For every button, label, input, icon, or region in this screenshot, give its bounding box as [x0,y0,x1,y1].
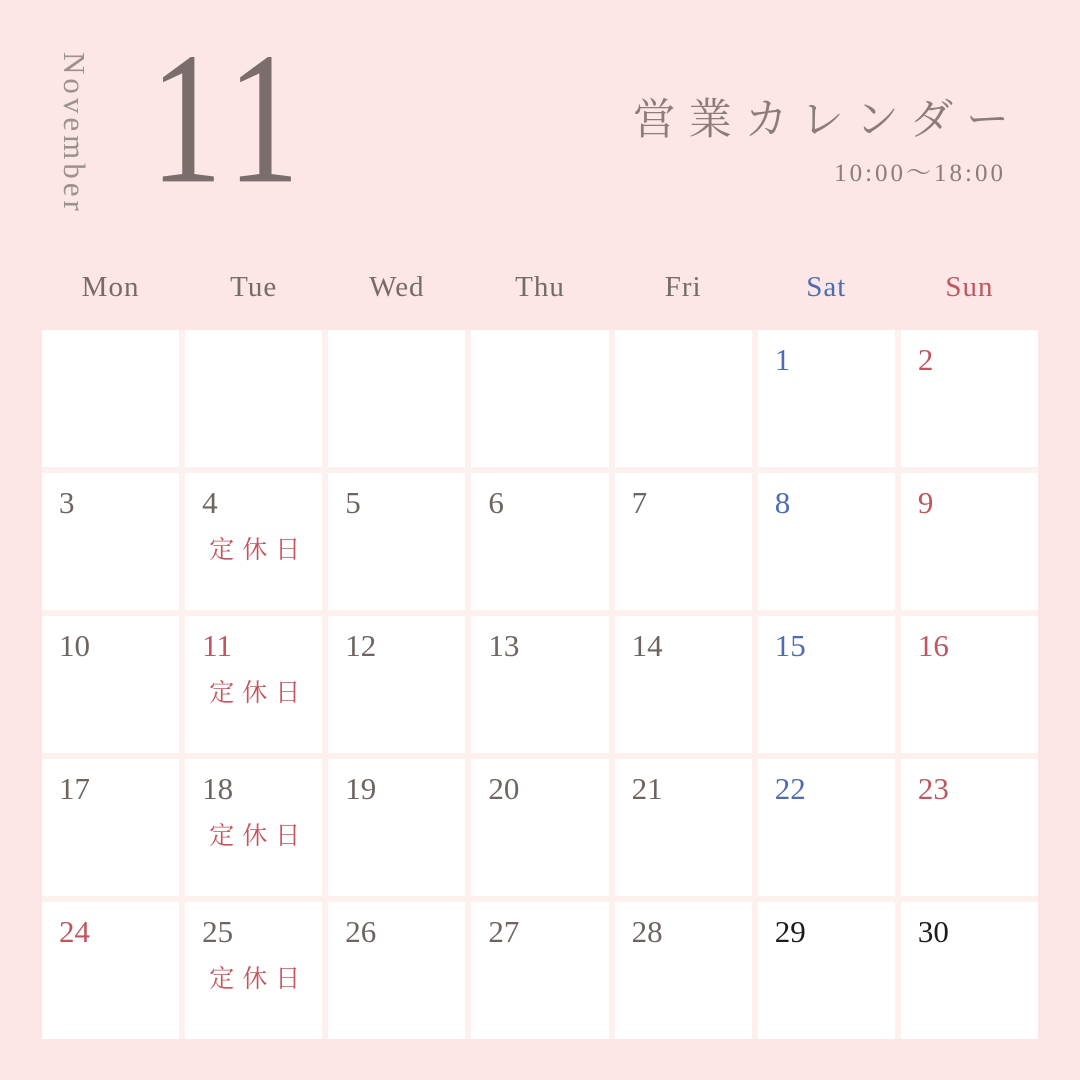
day-cell-2 [901,330,1038,467]
day-number: 16 [917,628,949,663]
weekday-header [42,262,1038,312]
day-number: 8 [774,485,791,520]
weekday-label-thu: Thu [515,270,565,303]
day-number: 24 [59,914,90,949]
day-number: 13 [488,628,520,663]
day-number: 14 [631,628,663,663]
day-cell-empty [471,330,608,467]
day-cell-5 [328,473,465,610]
day-number: 1 [774,342,791,377]
day-cell-20 [471,759,608,896]
day-cell-10 [42,616,179,753]
day-number: 21 [631,771,663,806]
weekday-label-sat: Sat [806,270,847,303]
day-cell-27 [471,902,608,1039]
vertical-month-label: November [57,52,92,215]
day-number: 17 [59,771,90,806]
day-cell-21 [615,759,752,896]
day-cell-3 [42,473,179,610]
day-number: 4 [202,485,218,520]
weekday-label-tue: Tue [230,270,278,303]
day-number: 5 [345,485,361,520]
day-number: 10 [59,628,90,663]
day-number: 20 [488,771,520,806]
day-number: 3 [59,485,75,520]
weekday-label-wed: Wed [369,270,425,303]
day-cell-22 [758,759,895,896]
weekday-label-sun: Sun [945,270,994,303]
day-cell-9 [901,473,1038,610]
day-cell-8 [758,473,895,610]
day-cell-6 [471,473,608,610]
day-number: 12 [345,628,377,663]
day-cell-empty [615,330,752,467]
day-cell-11 [185,616,322,753]
day-number: 19 [345,771,377,806]
day-number: 23 [917,771,949,806]
day-number: 25 [202,914,234,949]
day-cell-15 [758,616,895,753]
day-number: 6 [488,485,504,520]
day-number: 18 [202,771,234,806]
day-cell-30 [901,902,1038,1039]
closed-day-label: 定休日 [209,680,309,707]
day-cell-1 [758,330,895,467]
day-cell-23 [901,759,1038,896]
day-number: 29 [774,914,806,949]
calendar-grid [42,330,1038,1039]
calendar-title: 営業カレンダー [632,97,1022,144]
day-number: 7 [631,485,648,520]
weekday-label-fri: Fri [664,270,702,303]
day-cell-17 [42,759,179,896]
day-cell-empty [185,330,322,467]
day-cell-19 [328,759,465,896]
day-number: 22 [774,771,806,806]
day-cell-29 [758,902,895,1039]
day-cell-18 [185,759,322,896]
day-cell-7 [615,473,752,610]
weekday-label-mon: Mon [81,270,140,303]
day-number: 30 [917,914,949,949]
day-cell-4 [185,473,322,610]
day-cell-24 [42,902,179,1039]
day-cell-28 [615,902,752,1039]
day-number: 27 [488,914,520,949]
closed-day-label: 定休日 [209,966,309,993]
day-number: 9 [917,485,934,520]
closed-day-label: 定休日 [209,537,309,564]
day-cell-12 [328,616,465,753]
day-number: 2 [917,342,934,377]
month-number: 11 [150,15,310,223]
closed-day-label: 定休日 [209,823,309,850]
day-cell-empty [42,330,179,467]
day-number: 11 [202,628,232,663]
day-number: 15 [774,628,806,663]
day-cell-25 [185,902,322,1039]
day-cell-26 [328,902,465,1039]
day-number: 28 [631,914,663,949]
day-cell-16 [901,616,1038,753]
day-cell-empty [328,330,465,467]
day-cell-13 [471,616,608,753]
business-hours: 10:00〜18:00 [834,160,1006,187]
day-cell-14 [615,616,752,753]
day-number: 26 [345,914,377,949]
